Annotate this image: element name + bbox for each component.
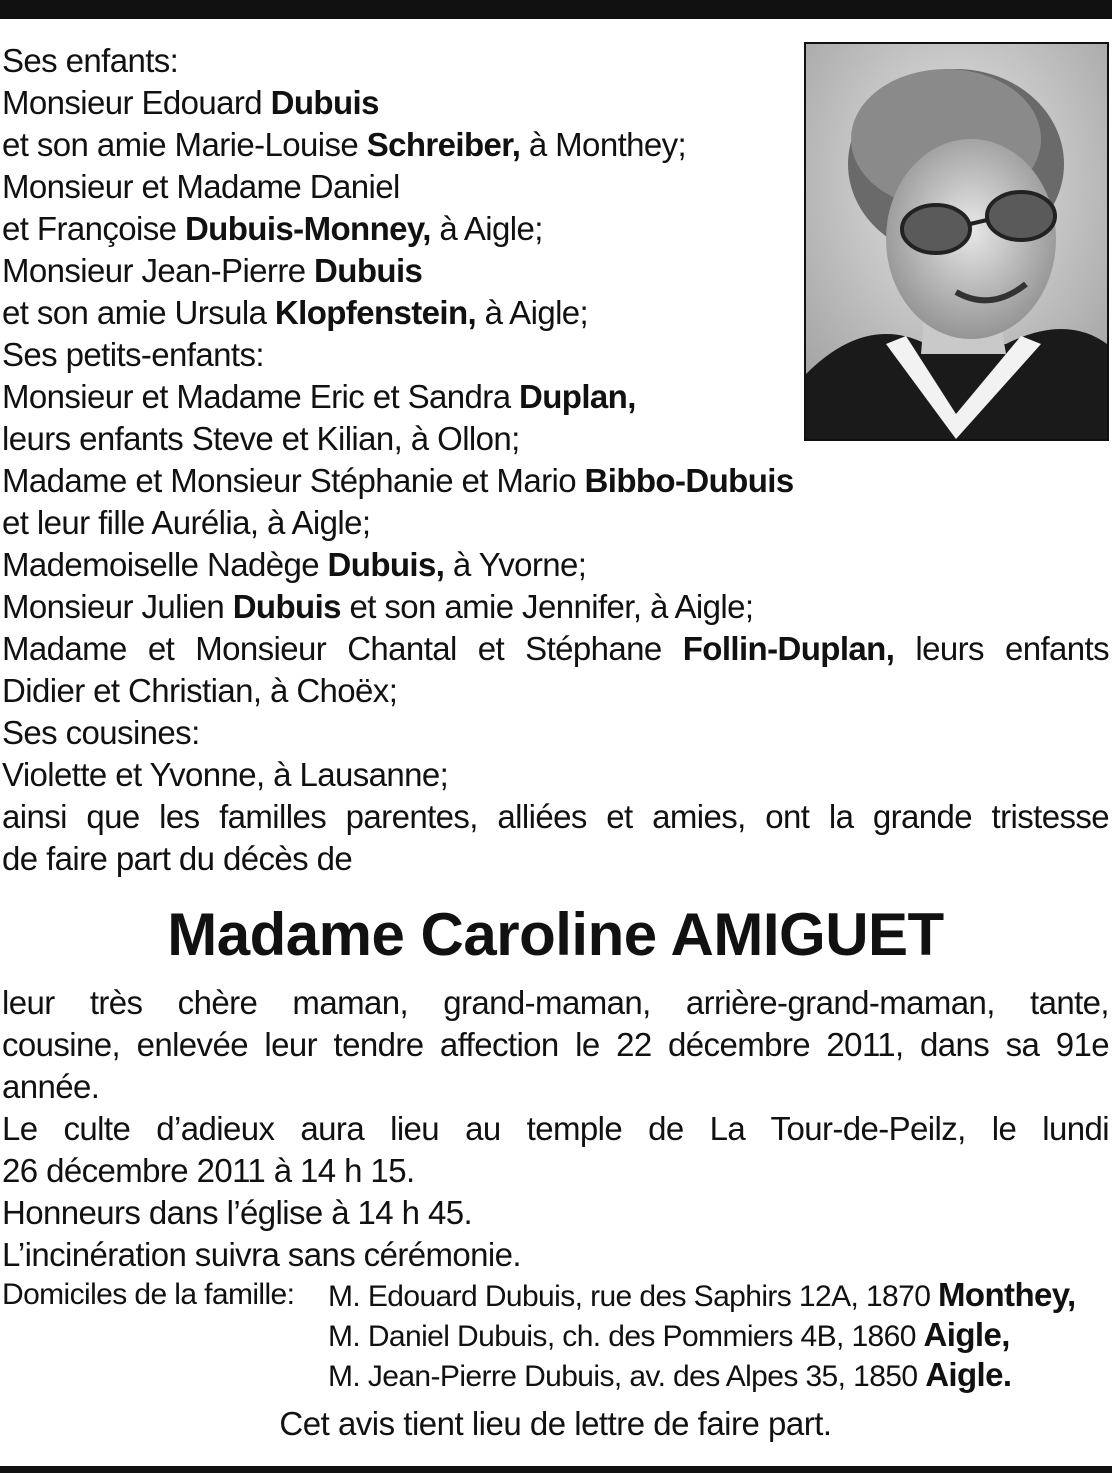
line-text: et Françoise [2,210,185,247]
line-text: Monsieur et Madame Daniel [2,168,400,205]
text-line [2,418,1109,460]
domicile-city: Aigle. [925,1356,1012,1393]
bottom-rule [0,1466,1112,1473]
surname: Dubuis, [327,546,445,583]
domiciles-label: Domiciles de la famille: [2,1278,295,1311]
text-line [2,712,1109,754]
deceased-name: Madame Caroline AMIGUET [167,901,944,968]
line-text: Monsieur Jean-Pierre [2,252,315,289]
line-text: et son amie Jennifer, à Aigle; [340,588,754,625]
line-text: leur très chère maman, grand-maman, arrière-grand-maman, tante, [2,984,1109,1021]
text-line [2,1066,1109,1108]
text-line [2,82,1109,124]
family-domiciles [2,1276,1109,1396]
domicile-row [2,1356,1109,1396]
domicile-row [2,1316,1109,1356]
surname: Dubuis [270,84,379,121]
line-text: Madame et Monsieur Chantal et Stéphane [2,630,683,667]
domicile-row [2,1276,1109,1316]
surname: Schreiber, [366,126,521,163]
text-line [2,838,1109,880]
text-line [2,670,1109,712]
line-text: Didier et Christian, à Choëx; [2,672,398,709]
line-text: L’incinération suivra sans cérémonie. [2,1236,521,1273]
line-text: à Yvorne; [444,546,587,583]
domicile-street: M. Jean-Pierre Dubuis, av. des Alpes 35, 1850 [328,1360,926,1393]
text-line [2,982,1109,1024]
domicile-city: Aigle, [923,1316,1010,1353]
text-line [2,166,1109,208]
line-text: Monsieur et Madame Eric et Sandra [2,378,520,415]
text-line [2,334,1109,376]
closing-note: Cet avis tient lieu de lettre de faire part. [279,1405,832,1442]
text-line [2,586,1109,628]
domicile-street: M. Edouard Dubuis, rue des Saphirs 12A, 1870 [328,1280,939,1313]
line-text: à Monthey; [520,126,687,163]
domiciles-label-spacer [2,1316,328,1356]
text-line [2,1150,1109,1192]
surname: Dubuis [232,588,341,625]
domicile-address [328,1276,1076,1316]
text-line [2,1192,1109,1234]
text-line [2,754,1109,796]
text-line [2,376,1109,418]
line-text: leurs enfants [894,630,1109,667]
line-text: et leur fille Aurélia, à Aigle; [2,504,371,541]
domicile-address [328,1356,1011,1396]
line-text: à Aigle; [476,294,589,331]
line-text: Le culte d’adieux aura lieu au temple de La Tour-de-Peilz, le lundi [2,1110,1109,1147]
text-line [2,1234,1109,1276]
line-text: Monsieur Julien [2,588,233,625]
line-text: Monsieur Edouard [2,84,271,121]
text-line [2,460,1109,502]
domiciles-label-spacer [2,1356,328,1396]
text-line [2,1108,1109,1150]
line-text: Honneurs dans l’église à 14 h 45. [2,1194,473,1231]
text-line [2,124,1109,166]
line-text: Violette et Yvonne, à Lausanne; [2,756,449,793]
domicile-city: Monthey, [938,1276,1076,1313]
surname: Bibbo-Dubuis [584,462,794,499]
surname: Follin-Duplan, [682,630,895,667]
text-line [2,208,1109,250]
text-line [2,1024,1109,1066]
line-text: Ses cousines: [2,714,200,751]
line-text: et son amie Ursula [2,294,275,331]
text-line [2,250,1109,292]
line-text: Ses petits-enfants: [2,336,264,373]
surname: Klopfenstein, [274,294,477,331]
line-text: et son amie Marie-Louise [2,126,367,163]
text-line [2,292,1109,334]
text-line [2,544,1109,586]
line-text: Mademoiselle Nadège [2,546,328,583]
line-text: année. [2,1068,100,1105]
line-text: cousine, enlevée leur tendre affection le 22 décembre 2011, dans sa 91e [2,1026,1109,1063]
line-text: Ses enfants: [2,42,179,79]
text-line [2,796,1109,838]
surname: Duplan, [519,378,636,415]
top-rule [0,0,1112,19]
text-line [2,40,1109,82]
line-text: à Aigle; [430,210,543,247]
surname: Dubuis [314,252,423,289]
line-text: leurs enfants Steve et Kilian, à Ollon; [2,420,520,457]
line-text: 26 décembre 2011 à 14 h 15. [2,1152,415,1189]
surname: Dubuis-Monney, [184,210,431,247]
line-text: ainsi que les familles parentes, alliées et amies, ont la grande tristesse [2,798,1109,835]
line-text: Madame et Monsieur Stéphanie et Mario [2,462,585,499]
text-line [2,628,1109,670]
line-text: de faire part du décès de [2,840,353,877]
domicile-street: M. Daniel Dubuis, ch. des Pommiers 4B, 1860 [328,1320,924,1353]
family-list [2,40,1109,880]
domicile-address [328,1316,1010,1356]
obituary-notice [2,40,1109,1446]
text-line [2,502,1109,544]
notice-details [2,982,1109,1276]
